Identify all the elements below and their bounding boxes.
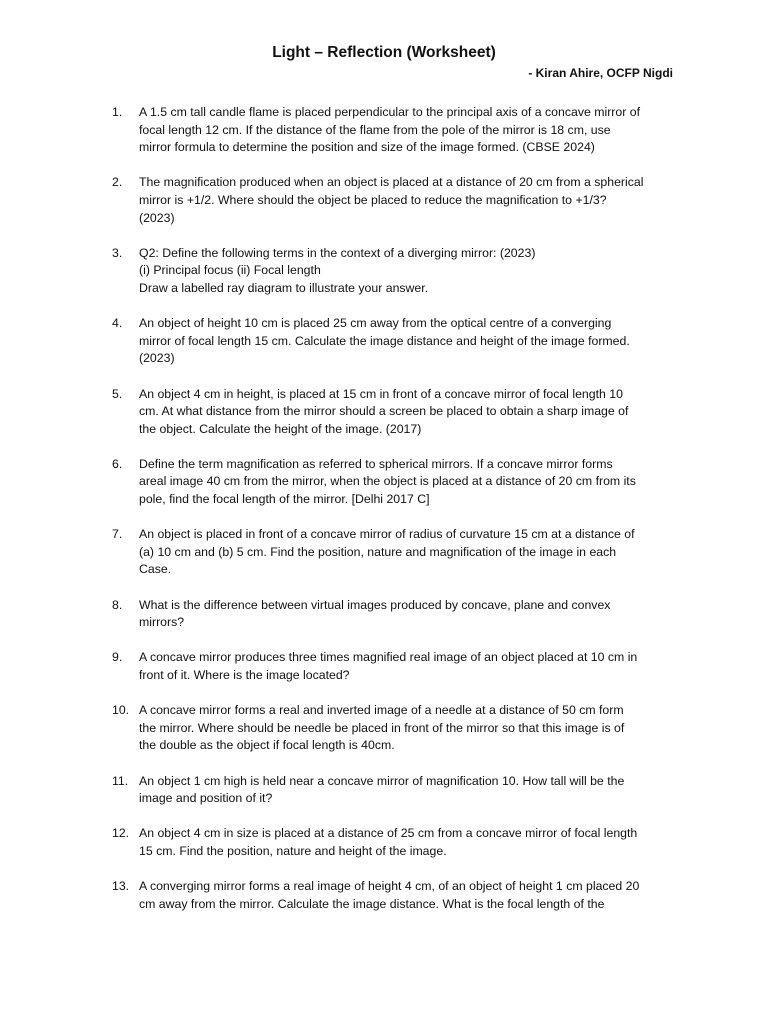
question-list xyxy=(112,104,678,931)
question-number: 11. xyxy=(112,773,129,788)
question-text: Define the term magnification as referred to spherical mirrors. If a concave mirror forms areal image 40 cm from the mirror, when the object is placed at a distance of 20 cm from its pole, find the focal length of the mirror. [Delhi 2017 C] xyxy=(139,456,636,507)
question-number: 5. xyxy=(112,386,123,401)
question-text: A concave mirror produces three times magnified real image of an object placed at 10 cm in front of it. Where is the image located? xyxy=(139,650,638,682)
question-text: An object is placed in front of a concave mirror of radius of curvature 15 cm at a distance of (a) 10 cm and (b) 5 cm. Find the position, nature and magnification of the image in each Case. xyxy=(139,527,635,577)
question-item xyxy=(112,456,678,509)
question-text: The magnification produced when an object is placed at a distance of 20 cm from a spherical mirror is +1/2. Where should the object be placed to reduce the magnification to +1/3? (2023) xyxy=(139,175,644,225)
question-text: An object 1 cm high is held near a concave mirror of magnification 10. How tall will be the image and position of it? xyxy=(139,773,625,806)
question-item xyxy=(112,825,678,860)
question-text: An object 4 cm in height, is placed at 15 cm in front of a concave mirror of focal length 10 cm. At what distance from the mirror should a screen be placed to obtain a sharp image of the object. Calculate the height of the image. (2017) xyxy=(139,386,629,436)
question-item xyxy=(112,878,678,913)
question-item xyxy=(112,702,678,755)
question-text: An object of height 10 cm is placed 25 cm away from the optical centre of a converging mirror of focal length 15 cm. Calculate the image distance and height of the image formed. (2023) xyxy=(139,316,630,366)
question-number: 3. xyxy=(112,245,123,260)
question-number: 9. xyxy=(112,650,123,665)
question-number: 4. xyxy=(112,316,123,331)
question-number: 12. xyxy=(112,826,130,841)
question-item xyxy=(112,174,678,227)
question-item xyxy=(112,773,678,808)
question-text: What is the difference between virtual images produced by concave, plane and convex mirrors? xyxy=(139,597,611,630)
question-item xyxy=(112,245,678,298)
page-title: Light – Reflection (Worksheet) xyxy=(272,44,496,61)
question-item xyxy=(112,386,678,439)
question-number: 1. xyxy=(112,105,123,119)
question-text: A concave mirror forms a real and inverted image of a needle at a distance of 50 cm form the mirror. Where should be needle be placed in front of the mirror so that this image is of the double as the object if focal length is 40cm. xyxy=(139,703,625,753)
question-text: An object 4 cm in size is placed at a distance of 25 cm from a concave mirror of focal length 15 cm. Find the position, nature and height of the image. xyxy=(139,826,638,858)
question-number: 2. xyxy=(112,175,123,190)
question-item xyxy=(112,315,678,368)
question-text: A 1.5 cm tall candle flame is placed perpendicular to the principal axis of a concave mirror of focal length 12 cm. If the distance of the flame from the pole of the mirror is 18 cm, use mirror formula to determine the position and size of the image formed. (CBSE 2024) xyxy=(139,105,641,155)
author-line: - Kiran Ahire, OCFP Nigdi xyxy=(528,66,673,80)
question-item xyxy=(112,597,678,632)
question-number: 7. xyxy=(112,527,123,542)
question-text: Q2: Define the following terms in the context of a diverging mirror: (2023) (i) Principal focus (ii) Focal length Draw a labelled ray diagram to illustrate your answer. xyxy=(139,245,536,295)
question-number: 10. xyxy=(112,703,130,718)
question-item xyxy=(112,649,678,684)
question-item xyxy=(112,526,678,579)
question-number: 8. xyxy=(112,597,123,612)
question-item xyxy=(112,104,678,157)
question-number: 6. xyxy=(112,456,123,471)
question-number: 13. xyxy=(112,879,130,894)
question-text: A converging mirror forms a real image of height 4 cm, of an object of height 1 cm placed 20 cm away from the mirror. Calculate the image distance. What is the focal length of the xyxy=(139,879,640,911)
